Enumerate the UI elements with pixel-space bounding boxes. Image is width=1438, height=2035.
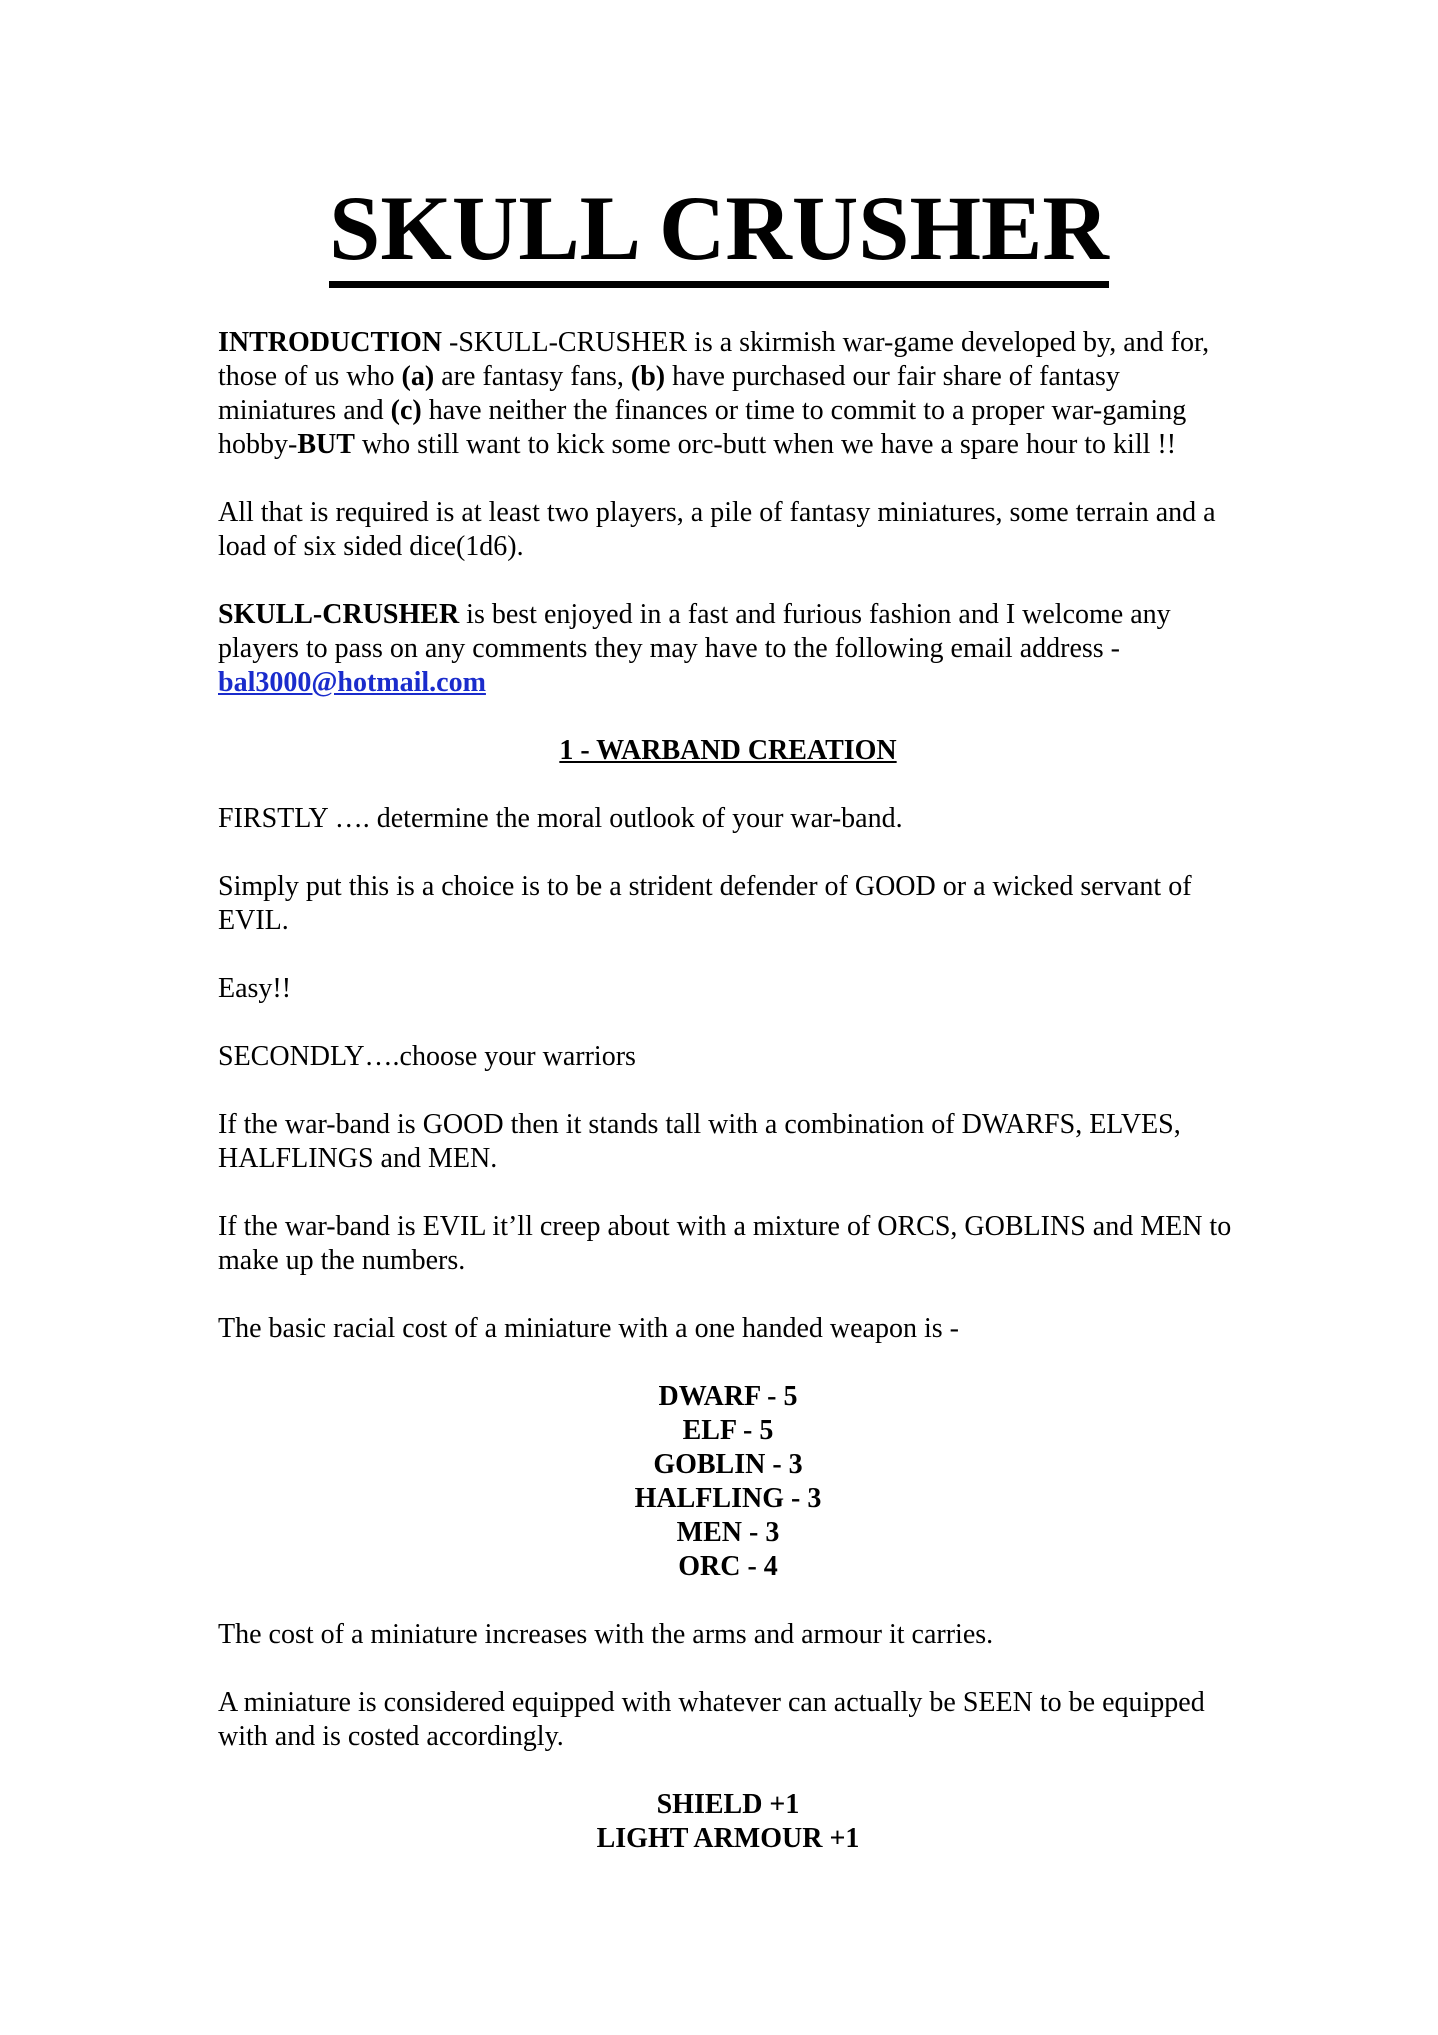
introduction-lead: INTRODUCTION	[218, 327, 443, 358]
intro-point-b: (b)	[630, 361, 666, 392]
easy-paragraph: Easy!!	[218, 973, 292, 1004]
race-cost-item: HALFLING - 3	[634, 1483, 822, 1514]
requirements-paragraph: All that is required is at least two players, a pile of fantasy miniatures, some terrain and a load of six sided dice(1d6).	[218, 497, 1216, 562]
equipment-cost-list	[218, 1788, 1238, 1856]
feedback-paragraph	[218, 598, 1238, 700]
good-warband-paragraph: If the war-band is GOOD then it stands tall with a combination of DWARFS, ELVES, HALFLINGS and MEN.	[218, 1109, 1181, 1174]
intro-text-3: have purchased our fair share of fantasy miniatures and	[218, 361, 1120, 426]
equipment-cost-item: SHIELD +1	[656, 1789, 800, 1820]
secondly-paragraph: SECONDLY….choose your warriors	[218, 1041, 636, 1072]
race-cost-item: ELF - 5	[682, 1415, 774, 1446]
intro-text-4: have neither the finances or time to commit to a proper war-gaming hobby-	[218, 395, 1187, 460]
race-cost-item: DWARF - 5	[658, 1381, 798, 1412]
introduction-paragraph	[218, 326, 1238, 462]
equipment-cost-item: LIGHT ARMOUR +1	[596, 1823, 860, 1854]
race-cost-item: MEN - 3	[676, 1517, 780, 1548]
arms-cost-paragraph: The cost of a miniature increases with the arms and armour it carries.	[218, 1619, 994, 1650]
intro-text-1: -SKULL-CRUSHER is a skirmish war-game developed by, and for, those of us who	[218, 327, 1210, 392]
race-cost-item: GOBLIN - 3	[653, 1449, 803, 1480]
equipped-paragraph: A miniature is considered equipped with whatever can actually be SEEN to be equipped with and is costed accordingly.	[218, 1687, 1205, 1752]
intro-text-2: are fantasy fans,	[434, 361, 631, 392]
intro-point-a: (a)	[401, 361, 435, 392]
cost-intro-paragraph: The basic racial cost of a miniature with a one handed weapon is -	[218, 1313, 959, 1344]
intro-text-5: who still want to kick some orc-butt when we have a spare hour to kill !!	[354, 429, 1177, 460]
choice-paragraph: Simply put this is a choice is to be a strident defender of GOOD or a wicked servant of EVIL.	[218, 871, 1192, 936]
document-title-text: SKULL CRUSHER	[329, 177, 1109, 288]
race-cost-list	[218, 1380, 1238, 1584]
document-title	[0, 178, 1438, 278]
email-link[interactable]: bal3000@hotmail.com	[218, 667, 486, 698]
feedback-text: is best enjoyed in a fast and furious fashion and I welcome any players to pass on any comments they may have to the following email address -	[218, 599, 1171, 664]
document-body	[218, 326, 1238, 1890]
intro-but: BUT	[297, 429, 355, 460]
firstly-paragraph: FIRSTLY …. determine the moral outlook of your war-band.	[218, 803, 903, 834]
feedback-game-name: SKULL-CRUSHER	[218, 599, 460, 630]
race-cost-item: ORC - 4	[678, 1551, 778, 1582]
intro-point-c: (c)	[390, 395, 422, 426]
evil-warband-paragraph: If the war-band is EVIL it’ll creep about with a mixture of ORCS, GOBLINS and MEN to make up the numbers.	[218, 1211, 1232, 1276]
section-heading-warband-creation: 1 - WARBAND CREATION	[559, 735, 897, 766]
